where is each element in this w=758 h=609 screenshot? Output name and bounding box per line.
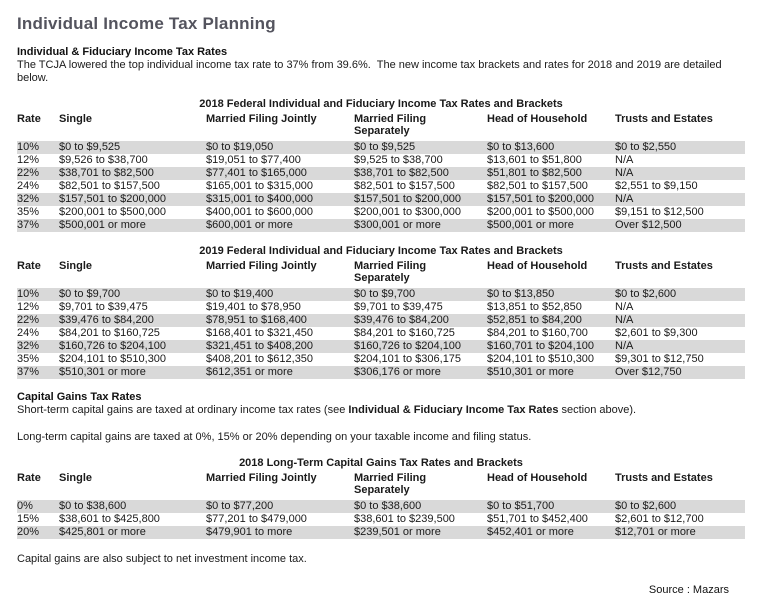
- section-heading-capital-gains: Capital Gains Tax Rates: [17, 391, 142, 403]
- table-cell: $78,951 to $168,400: [206, 314, 307, 326]
- table-cell: $12,701 or more: [615, 526, 696, 538]
- income-tax-intro: The TCJA lowered the top individual income tax rate to 37% from 39.6%. The new income tax brackets and rates for 2018 and 2019 are detailed below.: [17, 59, 725, 84]
- table-cell: $510,301 or more: [59, 366, 146, 378]
- column-header: [487, 111, 615, 126]
- column-header-label: Trusts and Estates: [615, 260, 713, 272]
- table-cell: $39,476 to $84,200: [354, 314, 449, 326]
- table-cell: $82,501 to $157,500: [487, 180, 588, 192]
- table-cell: $9,701 to $39,475: [354, 301, 443, 313]
- table-cell: $2,551 to $9,150: [615, 180, 698, 192]
- column-header-label: Single: [59, 113, 93, 125]
- table-cell: 20%: [17, 526, 40, 538]
- source-attribution: Source : Mazars: [648, 584, 729, 596]
- table-cell: $82,501 to $157,500: [354, 180, 455, 192]
- column-header: [59, 111, 206, 126]
- table-cell: $425,801 or more: [59, 526, 146, 538]
- table-cell: $160,726 to $204,100: [354, 340, 462, 352]
- column-header: [354, 111, 487, 138]
- table-header-row: [17, 258, 745, 285]
- table-cell: 10%: [17, 141, 40, 153]
- table-cell: $157,501 to $200,000: [59, 193, 167, 205]
- table-row: [17, 154, 745, 167]
- table-row: [17, 340, 745, 353]
- table-cell: 24%: [17, 180, 40, 192]
- table-cell: $0 to $13,850: [487, 288, 555, 300]
- table-cell: $500,001 or more: [59, 219, 146, 231]
- table-row: [17, 180, 745, 193]
- table-cell: Over $12,500: [615, 219, 682, 231]
- table-cell: $0 to $9,525: [354, 141, 416, 153]
- table-cell: $0 to $51,700: [487, 500, 555, 512]
- table-cell: 12%: [17, 154, 40, 166]
- table-cell: 37%: [17, 366, 40, 378]
- column-header: [487, 258, 615, 273]
- table-header-row: [17, 111, 745, 138]
- table-cell: $200,001 to $300,000: [354, 206, 462, 218]
- table-row: [17, 526, 745, 539]
- table-cell: $612,351 or more: [206, 366, 293, 378]
- table-row: [17, 301, 745, 314]
- table-cell: $0 to $38,600: [354, 500, 422, 512]
- table-cell: $452,401 or more: [487, 526, 574, 538]
- table-cell: 0%: [17, 500, 33, 512]
- table-cell: $300,001 or more: [354, 219, 441, 231]
- table-row: [17, 219, 745, 232]
- table-cell: $0 to $38,600: [59, 500, 127, 512]
- table-cell: 35%: [17, 206, 40, 218]
- column-header: [354, 470, 487, 497]
- table-cell: 22%: [17, 314, 40, 326]
- table-cell: N/A: [615, 314, 634, 326]
- table-cell: $239,501 or more: [354, 526, 441, 538]
- table-cell: $0 to $13,600: [487, 141, 555, 153]
- column-header: [206, 111, 354, 126]
- short-term-text-suffix: section above).: [558, 404, 637, 416]
- table-cell: $0 to $2,600: [615, 500, 677, 512]
- column-header: [615, 258, 745, 273]
- table-cell: $82,501 to $157,500: [59, 180, 160, 192]
- table-cell: $0 to $19,400: [206, 288, 274, 300]
- table-cell: $204,101 to $306,175: [354, 353, 462, 365]
- column-header: [17, 470, 59, 485]
- table-cell: $600,001 or more: [206, 219, 293, 231]
- table-row: [17, 206, 745, 219]
- table-cell: $19,401 to $78,950: [206, 301, 301, 313]
- column-header-label: Head of Household: [487, 472, 588, 484]
- table-cell: 24%: [17, 327, 40, 339]
- column-header-label: Married Filing Separately: [354, 113, 427, 137]
- table-row: [17, 288, 745, 301]
- column-header-label: Single: [59, 472, 93, 484]
- table-cell: $84,201 to $160,700: [487, 327, 588, 339]
- table-cell: $39,476 to $84,200: [59, 314, 154, 326]
- short-term-text-bold-ref: Individual & Fiduciary Income Tax Rates: [348, 404, 559, 416]
- table-cell: $38,601 to $425,800: [59, 513, 160, 525]
- table-row: [17, 353, 745, 366]
- column-header: [615, 470, 745, 485]
- table-cell: $479,901 to more: [206, 526, 293, 538]
- table-2018-capital-gains: [17, 457, 745, 539]
- table-cell: $9,525 to $38,700: [354, 154, 443, 166]
- table-cell: 32%: [17, 340, 40, 352]
- table-cell: $200,001 to $500,000: [487, 206, 595, 218]
- short-term-text-prefix: Short-term capital gains are taxed at ordinary income tax rates (see: [17, 404, 349, 416]
- table-cell: $204,101 to $510,300: [487, 353, 595, 365]
- table-cell: 32%: [17, 193, 40, 205]
- table-cell: $168,401 to $321,450: [206, 327, 314, 339]
- long-term-gains-text: Long-term capital gains are taxed at 0%, 15% or 20% depending on your taxable income and filing status.: [17, 431, 532, 443]
- table-cell: $84,201 to $160,725: [59, 327, 160, 339]
- table-cell: $0 to $9,700: [59, 288, 121, 300]
- table-cell: $306,176 or more: [354, 366, 441, 378]
- short-term-gains-text: [17, 404, 745, 417]
- column-header-label: Trusts and Estates: [615, 113, 713, 125]
- table-cell: $0 to $9,700: [354, 288, 416, 300]
- table-cell: $408,201 to $612,350: [206, 353, 314, 365]
- table-cell: $0 to $19,050: [206, 141, 274, 153]
- capital-gains-note: Capital gains are also subject to net investment income tax.: [17, 553, 307, 565]
- table-row: [17, 500, 745, 513]
- column-header: [59, 258, 206, 273]
- table-cell: 12%: [17, 301, 40, 313]
- table-2019-income-tax: [17, 245, 745, 379]
- table-cell: $500,001 or more: [487, 219, 574, 231]
- table-cell: Over $12,750: [615, 366, 682, 378]
- table-cell: $9,301 to $12,750: [615, 353, 704, 365]
- table-cell: $77,201 to $479,000: [206, 513, 307, 525]
- table-row: [17, 366, 745, 379]
- table-cell: $38,701 to $82,500: [354, 167, 449, 179]
- table-cell: $400,001 to $600,000: [206, 206, 314, 218]
- table-cell: 22%: [17, 167, 40, 179]
- table-cell: $2,601 to $12,700: [615, 513, 704, 525]
- table-cell: $0 to $77,200: [206, 500, 274, 512]
- column-header: [17, 111, 59, 126]
- table-cell: $510,301 or more: [487, 366, 574, 378]
- table-cell: $13,851 to $52,850: [487, 301, 582, 313]
- column-header-label: Married Filing Jointly: [206, 260, 317, 272]
- table-cell: $84,201 to $160,725: [354, 327, 455, 339]
- table-cell: $9,151 to $12,500: [615, 206, 704, 218]
- column-header-label: Married Filing Jointly: [206, 113, 317, 125]
- column-header-label: Married Filing Jointly: [206, 472, 317, 484]
- column-header-label: Head of Household: [487, 113, 588, 125]
- table-title: 2018 Federal Individual and Fiduciary Income Tax Rates and Brackets: [199, 98, 563, 110]
- table-cell: N/A: [615, 154, 634, 166]
- column-header-label: Rate: [17, 472, 41, 484]
- column-header: [354, 258, 487, 285]
- table-cell: 35%: [17, 353, 40, 365]
- section-heading-income-tax: Individual & Fiduciary Income Tax Rates: [17, 46, 228, 58]
- column-header: [615, 111, 745, 126]
- table-header-row: [17, 470, 745, 497]
- table-cell: $321,451 to $408,200: [206, 340, 314, 352]
- column-header: [487, 470, 615, 485]
- table-cell: $38,701 to $82,500: [59, 167, 154, 179]
- table-cell: N/A: [615, 167, 634, 179]
- table-2018-income-tax: [17, 98, 745, 232]
- table-cell: 10%: [17, 288, 40, 300]
- table-cell: $160,726 to $204,100: [59, 340, 167, 352]
- table-row: [17, 314, 745, 327]
- table-cell: $165,001 to $315,000: [206, 180, 314, 192]
- table-row: [17, 193, 745, 206]
- column-header-label: Trusts and Estates: [615, 472, 713, 484]
- page-title: Individual Income Tax Planning: [17, 14, 276, 33]
- table-cell: $52,851 to $84,200: [487, 314, 582, 326]
- table-cell: $157,501 to $200,000: [354, 193, 462, 205]
- table-cell: $157,501 to $200,000: [487, 193, 595, 205]
- table-cell: N/A: [615, 193, 634, 205]
- table-cell: $0 to $2,600: [615, 288, 677, 300]
- table-cell: $9,701 to $39,475: [59, 301, 148, 313]
- table-cell: $51,801 to $82,500: [487, 167, 582, 179]
- table-cell: $51,701 to $452,400: [487, 513, 588, 525]
- column-header-label: Rate: [17, 260, 41, 272]
- table-cell: $13,601 to $51,800: [487, 154, 582, 166]
- column-header-label: Rate: [17, 113, 41, 125]
- table-cell: $77,401 to $165,000: [206, 167, 307, 179]
- column-header: [59, 470, 206, 485]
- table-row: [17, 167, 745, 180]
- table-row: [17, 141, 745, 154]
- table-cell: $315,001 to $400,000: [206, 193, 314, 205]
- table-title: 2018 Long-Term Capital Gains Tax Rates and Brackets: [239, 457, 523, 469]
- table-cell: $38,601 to $239,500: [354, 513, 455, 525]
- column-header-label: Single: [59, 260, 93, 272]
- table-title: 2019 Federal Individual and Fiduciary Income Tax Rates and Brackets: [199, 245, 563, 257]
- table-cell: $19,051 to $77,400: [206, 154, 301, 166]
- table-row: [17, 513, 745, 526]
- column-header-label: Married Filing Separately: [354, 472, 427, 496]
- table-cell: N/A: [615, 340, 634, 352]
- table-cell: 15%: [17, 513, 40, 525]
- column-header-label: Head of Household: [487, 260, 588, 272]
- table-cell: $0 to $2,550: [615, 141, 677, 153]
- table-cell: $0 to $9,525: [59, 141, 121, 153]
- table-row: [17, 327, 745, 340]
- table-cell: $160,701 to $204,100: [487, 340, 595, 352]
- table-cell: $2,601 to $9,300: [615, 327, 698, 339]
- table-cell: $9,526 to $38,700: [59, 154, 148, 166]
- table-cell: 37%: [17, 219, 40, 231]
- column-header-label: Married Filing Separately: [354, 260, 427, 284]
- column-header: [206, 470, 354, 485]
- table-cell: $204,101 to $510,300: [59, 353, 167, 365]
- table-cell: $200,001 to $500,000: [59, 206, 167, 218]
- column-header: [17, 258, 59, 273]
- column-header: [206, 258, 354, 273]
- table-cell: N/A: [615, 301, 634, 313]
